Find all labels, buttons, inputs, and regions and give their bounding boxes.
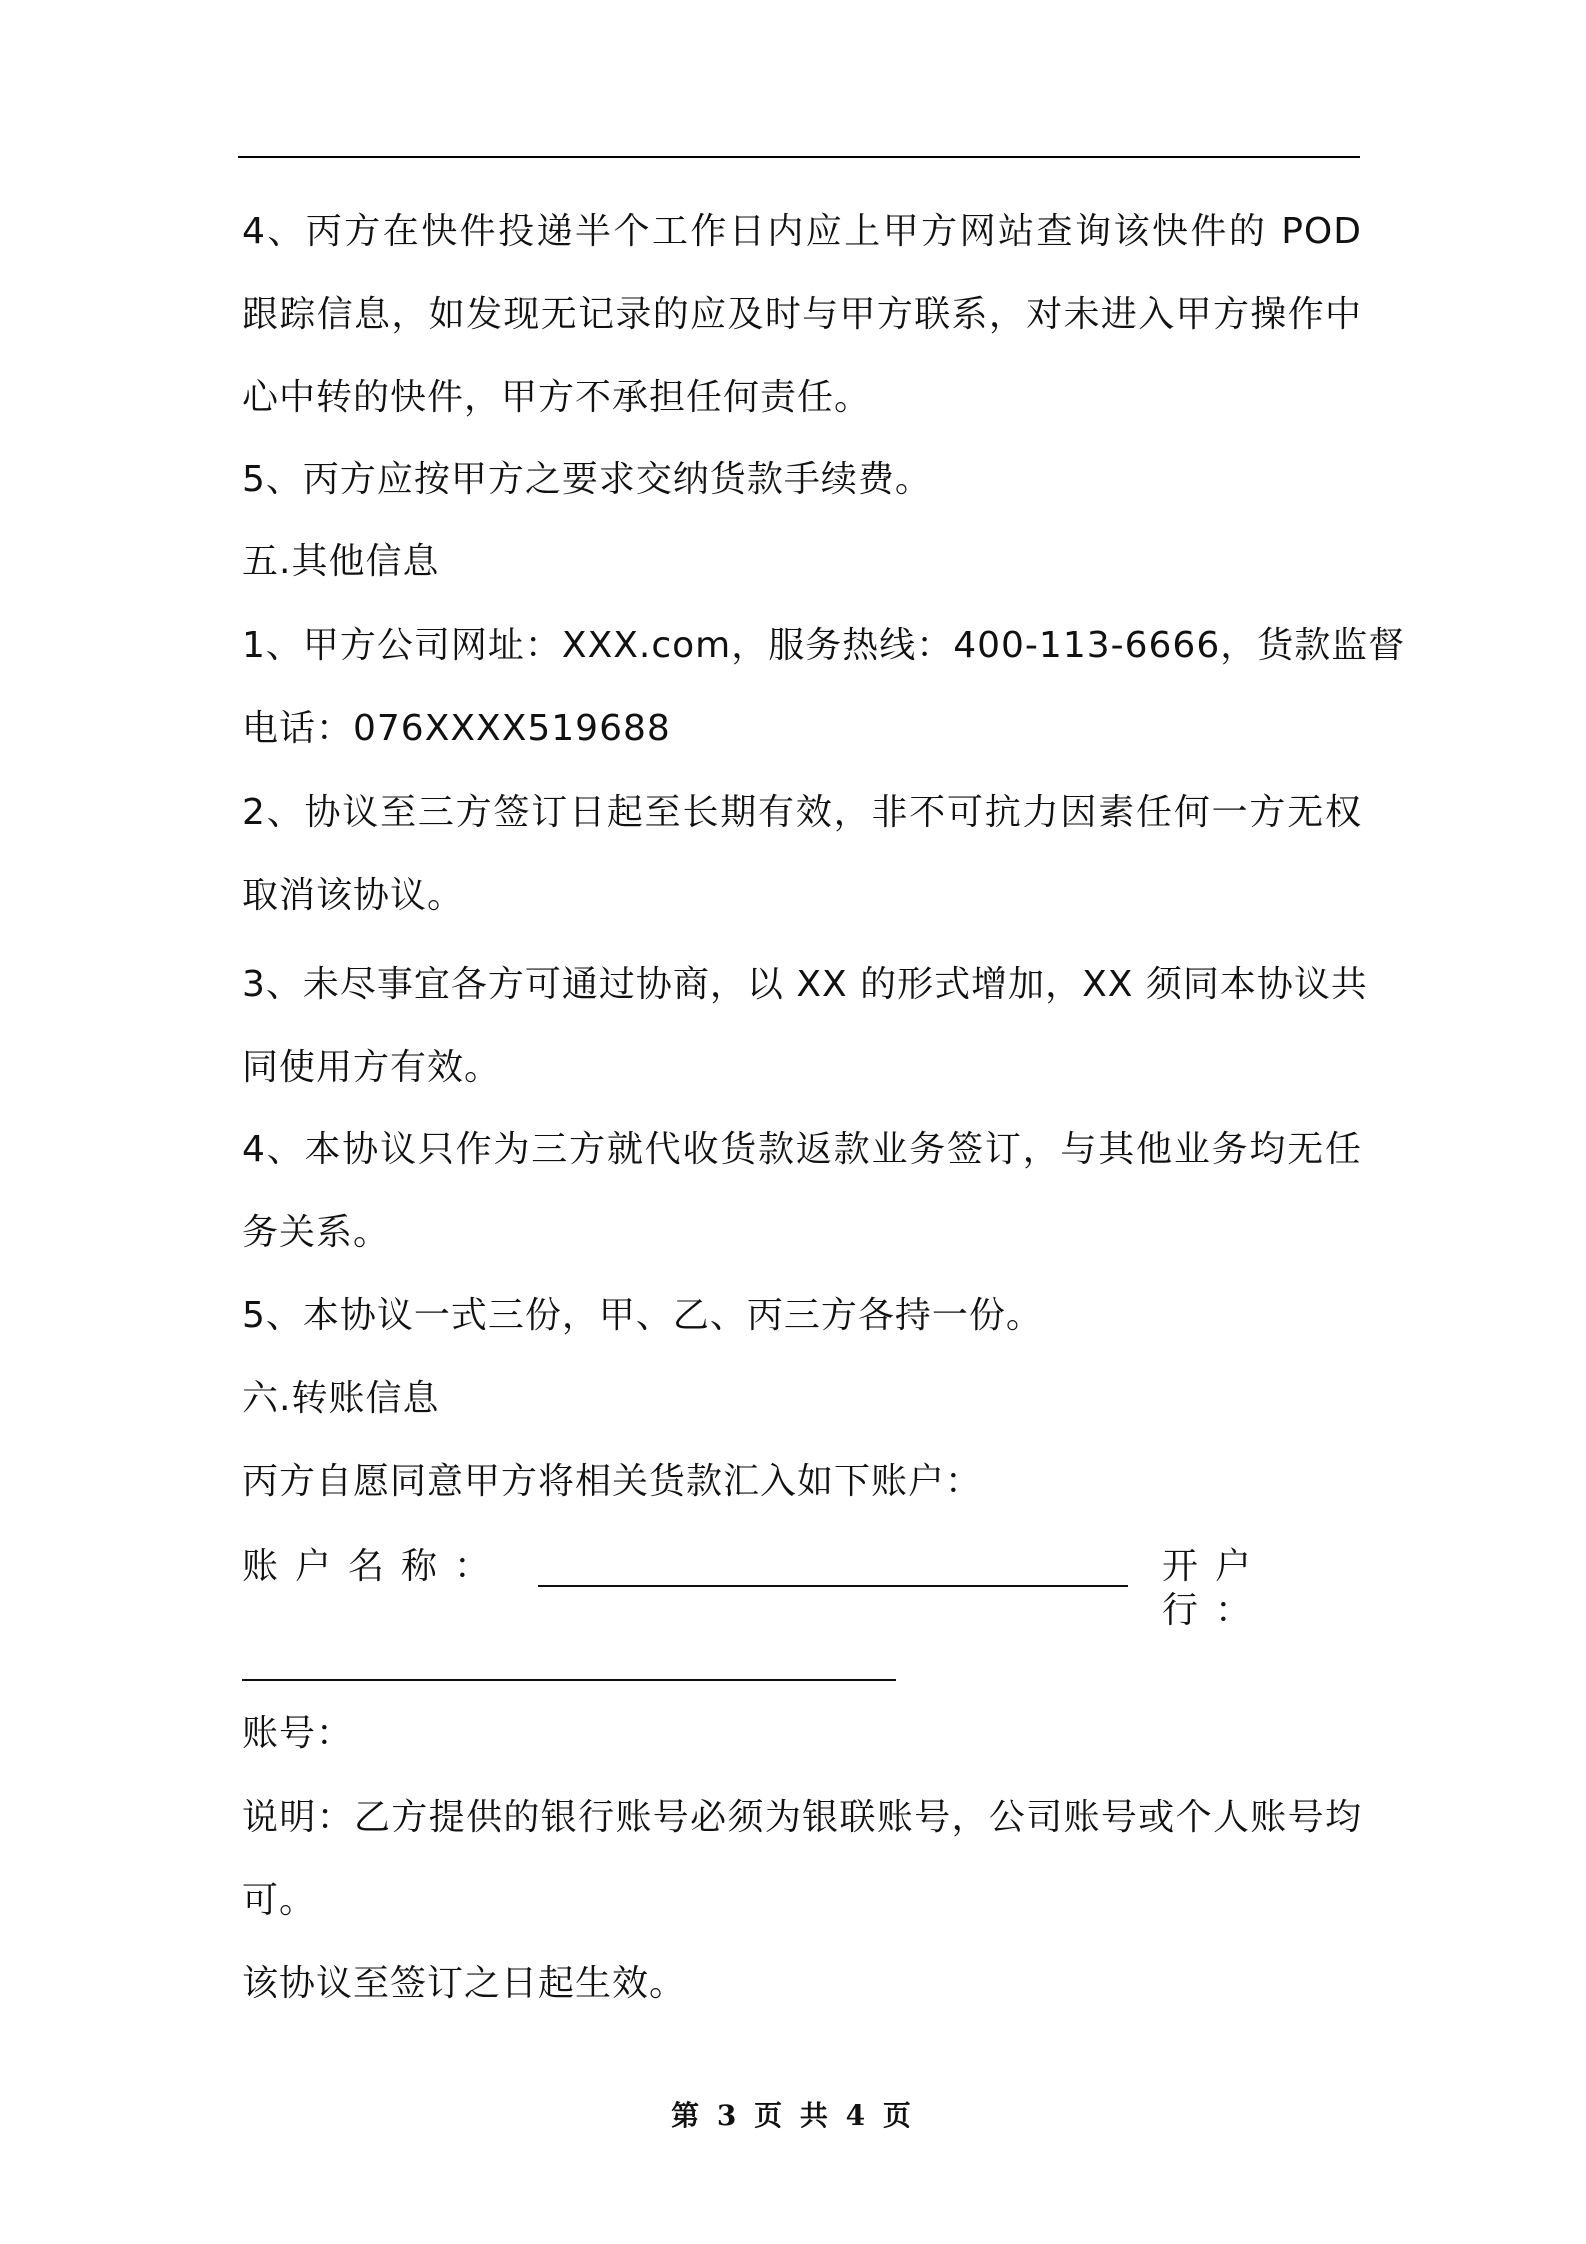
account-number-label: 账号： (242, 1713, 354, 1754)
other-info-1-line-2: 电话：076XXXX519688 (242, 708, 671, 749)
other-info-2-line-1: 2、协议至三方签订日起至长期有效，非不可抗力因素任何一方无权 (242, 792, 1362, 833)
clause-5: 5、丙方应按甲方之要求交纳货款手续费。 (242, 459, 932, 500)
clause-4-line-3: 心中转的快件，甲方不承担任何责任。 (242, 377, 872, 418)
other-info-5: 5、本协议一式三份，甲、乙、丙三方各持一份。 (242, 1295, 1043, 1336)
other-info-4-line-1: 4、本协议只作为三方就代收货款返款业务签订，与其他业务均无任 (242, 1129, 1362, 1170)
note-line-1: 说明：乙方提供的银行账号必须为银联账号，公司账号或个人账号均 (242, 1797, 1362, 1838)
section-heading-transfer-info: 六.转账信息 (242, 1378, 440, 1419)
account-name-label: 账户名称： (242, 1546, 508, 1587)
account-name-row (242, 1545, 1362, 1631)
bank-label: 开户行： (1162, 1546, 1269, 1631)
other-info-3-line-2: 同使用方有效。 (242, 1047, 502, 1088)
other-info-2-line-2: 取消该协议。 (242, 875, 465, 916)
other-info-3-line-1: 3、未尽事宜各方可通过协商，以 XX 的形式增加，XX 须同本协议共 (242, 964, 1368, 1005)
header-rule (238, 156, 1360, 158)
section-heading-other-info: 五.其他信息 (242, 541, 440, 582)
clause-4-line-2: 跟踪信息，如发现无记录的应及时与甲方联系，对未进入甲方操作中 (242, 294, 1362, 335)
account-name-blank (538, 1585, 1128, 1587)
transfer-consent: 丙方自愿同意甲方将相关货款汇入如下账户： (242, 1461, 983, 1502)
other-info-1-line-1: 1、甲方公司网址：XXX.com，服务热线：400-113-6666，货款监督 (242, 625, 1406, 666)
note-line-2: 可。 (242, 1880, 317, 1921)
page-indicator: 第 3 页 共 4 页 (671, 2099, 915, 2132)
bank-name-blank (242, 1679, 896, 1681)
clause-4-line-1: 4、丙方在快件投递半个工作日内应上甲方网站查询该快件的 POD (242, 211, 1362, 252)
other-info-4-line-2: 务关系。 (242, 1212, 391, 1253)
closing-statement: 该协议至签订之日起生效。 (242, 1963, 687, 2004)
